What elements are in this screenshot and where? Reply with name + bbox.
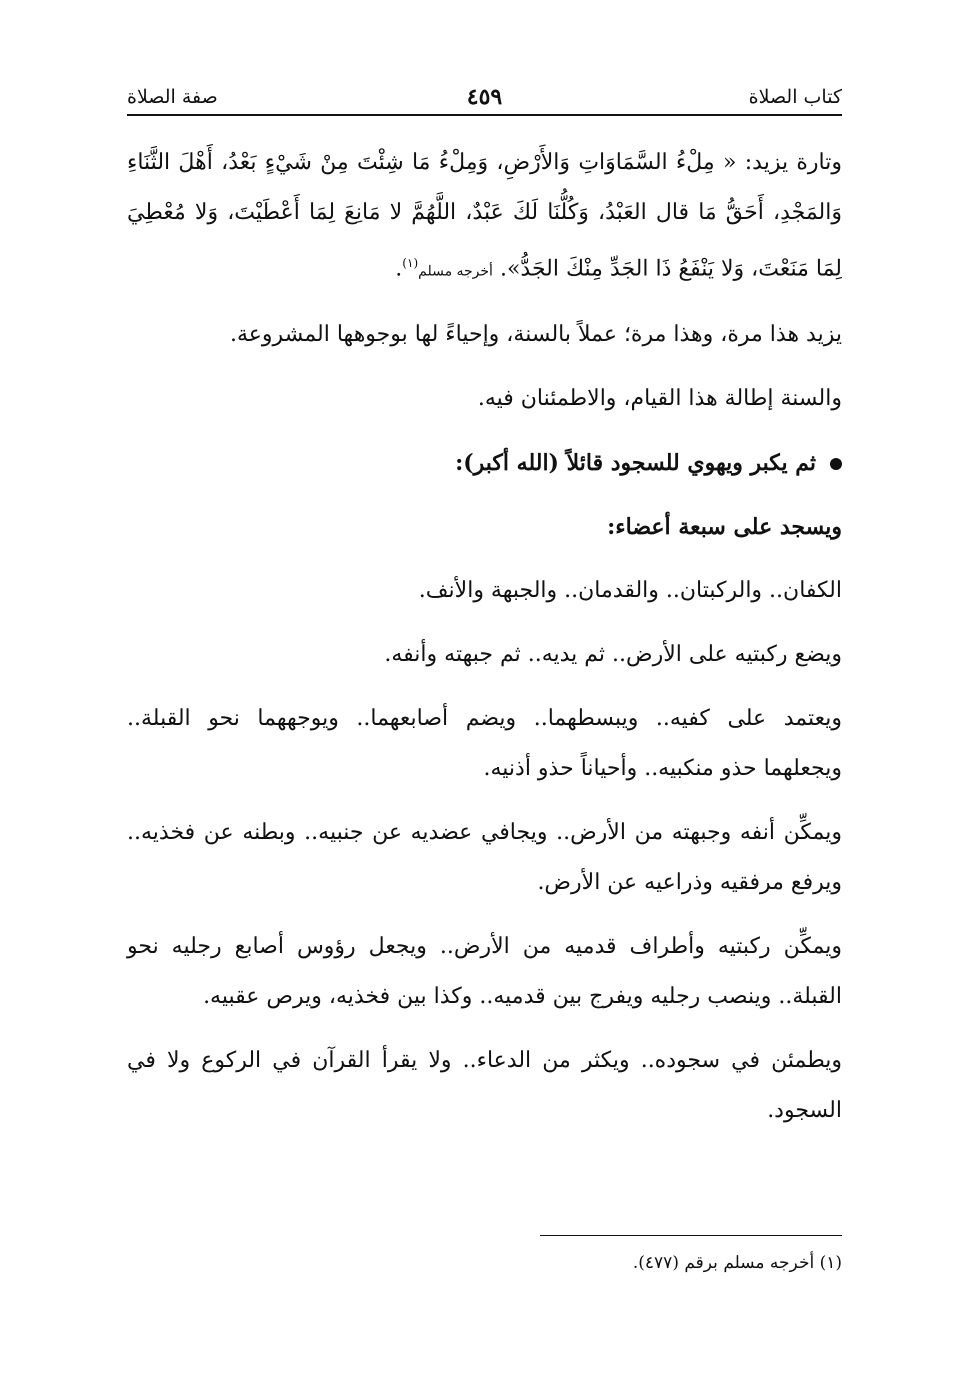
paragraph-3: والسنة إطالة هذا القيام، والاطمئنان فيه. <box>477 386 842 412</box>
citation: أخرجه مسلم <box>418 263 493 280</box>
paragraph-6: ويعتمد على كفيه.. ويبسطهما.. ويضم أصابعهما.. ويوجههما نحو القبلة.. ويجعلهما حذو منكبيه.. وأحياناً حذو أذنيه. <box>127 706 842 782</box>
paragraph-2: يزيد هذا مرة، وهذا مرة؛ عملاً بالسنة، وإحياءً لها بوجوهها المشروعة. <box>230 322 842 348</box>
footnote-marker[interactable]: (١) <box>402 256 419 270</box>
footnote: (١) أخرجه مسلم برقم (٤٧٧). <box>632 1253 842 1273</box>
page-number: ٤٥٩ <box>466 84 503 110</box>
paragraph-4: الكفان.. والركبتان.. والقدمان.. والجبهة والأنف. <box>418 578 842 604</box>
paragraph-7: ويمكِّن أنفه وجبهته من الأرض.. ويجافي عضديه عن جنبيه.. وبطنه عن فخذيه.. ويرفع مرفقيه وذراعيه عن الأرض. <box>127 820 842 896</box>
subheading: ويسجد على سبعة أعضاء: <box>607 514 842 541</box>
section-heading-text: ثم يكبر ويهوي للسجود قائلاً (الله أكبر): <box>455 450 816 477</box>
sentence-end: . <box>395 256 403 282</box>
book-title: كتاب الصلاة <box>748 86 842 108</box>
bullet-icon <box>830 458 842 470</box>
header-rule <box>127 114 842 116</box>
paragraph-dua <box>127 138 842 296</box>
paragraph-8: ويمكِّن ركبتيه وأطراف قدميه من الأرض.. ويجعل رؤوس أصابع رجليه نحو القبلة.. وينصب رجليه ويفرج بين قدميه.. وكذا بين فخذيه، ويرص عقبيه. <box>127 934 842 1010</box>
page-header <box>127 82 842 116</box>
dua-text: وتارة يزيد: « مِلْءُ السَّمَاوَاتِ وَالأَرْضِ، وَمِلْءُ مَا شِئْتَ مِنْ شَيْءٍ بَعْدُ، أَهْلَ الثَّنَاءِ وَالمَجْدِ، أَحَقُّ مَا قال العَبْدُ، وَكُلُّنَا لَكَ عَبْدٌ، اللَّهُمَّ لا مَانِعَ لِمَا أَعْطَيْتَ، وَلا مُعْطِيَ لِمَا مَنَعْتَ، وَلا يَنْفَعُ ذَا الجَدِّ مِنْكَ الجَدُّ». <box>127 150 842 282</box>
paragraph-9: ويطمئن في سجوده.. ويكثر من الدعاء.. ولا يقرأ القرآن في الركوع ولا في السجود. <box>127 1048 842 1124</box>
footnote-rule <box>540 1235 842 1236</box>
page-body <box>127 138 842 1150</box>
section-heading <box>127 438 842 488</box>
paragraph-5: ويضع ركبتيه على الأرض.. ثم يديه.. ثم جبهته وأنفه. <box>384 642 842 668</box>
chapter-title: صفة الصلاة <box>127 86 218 108</box>
